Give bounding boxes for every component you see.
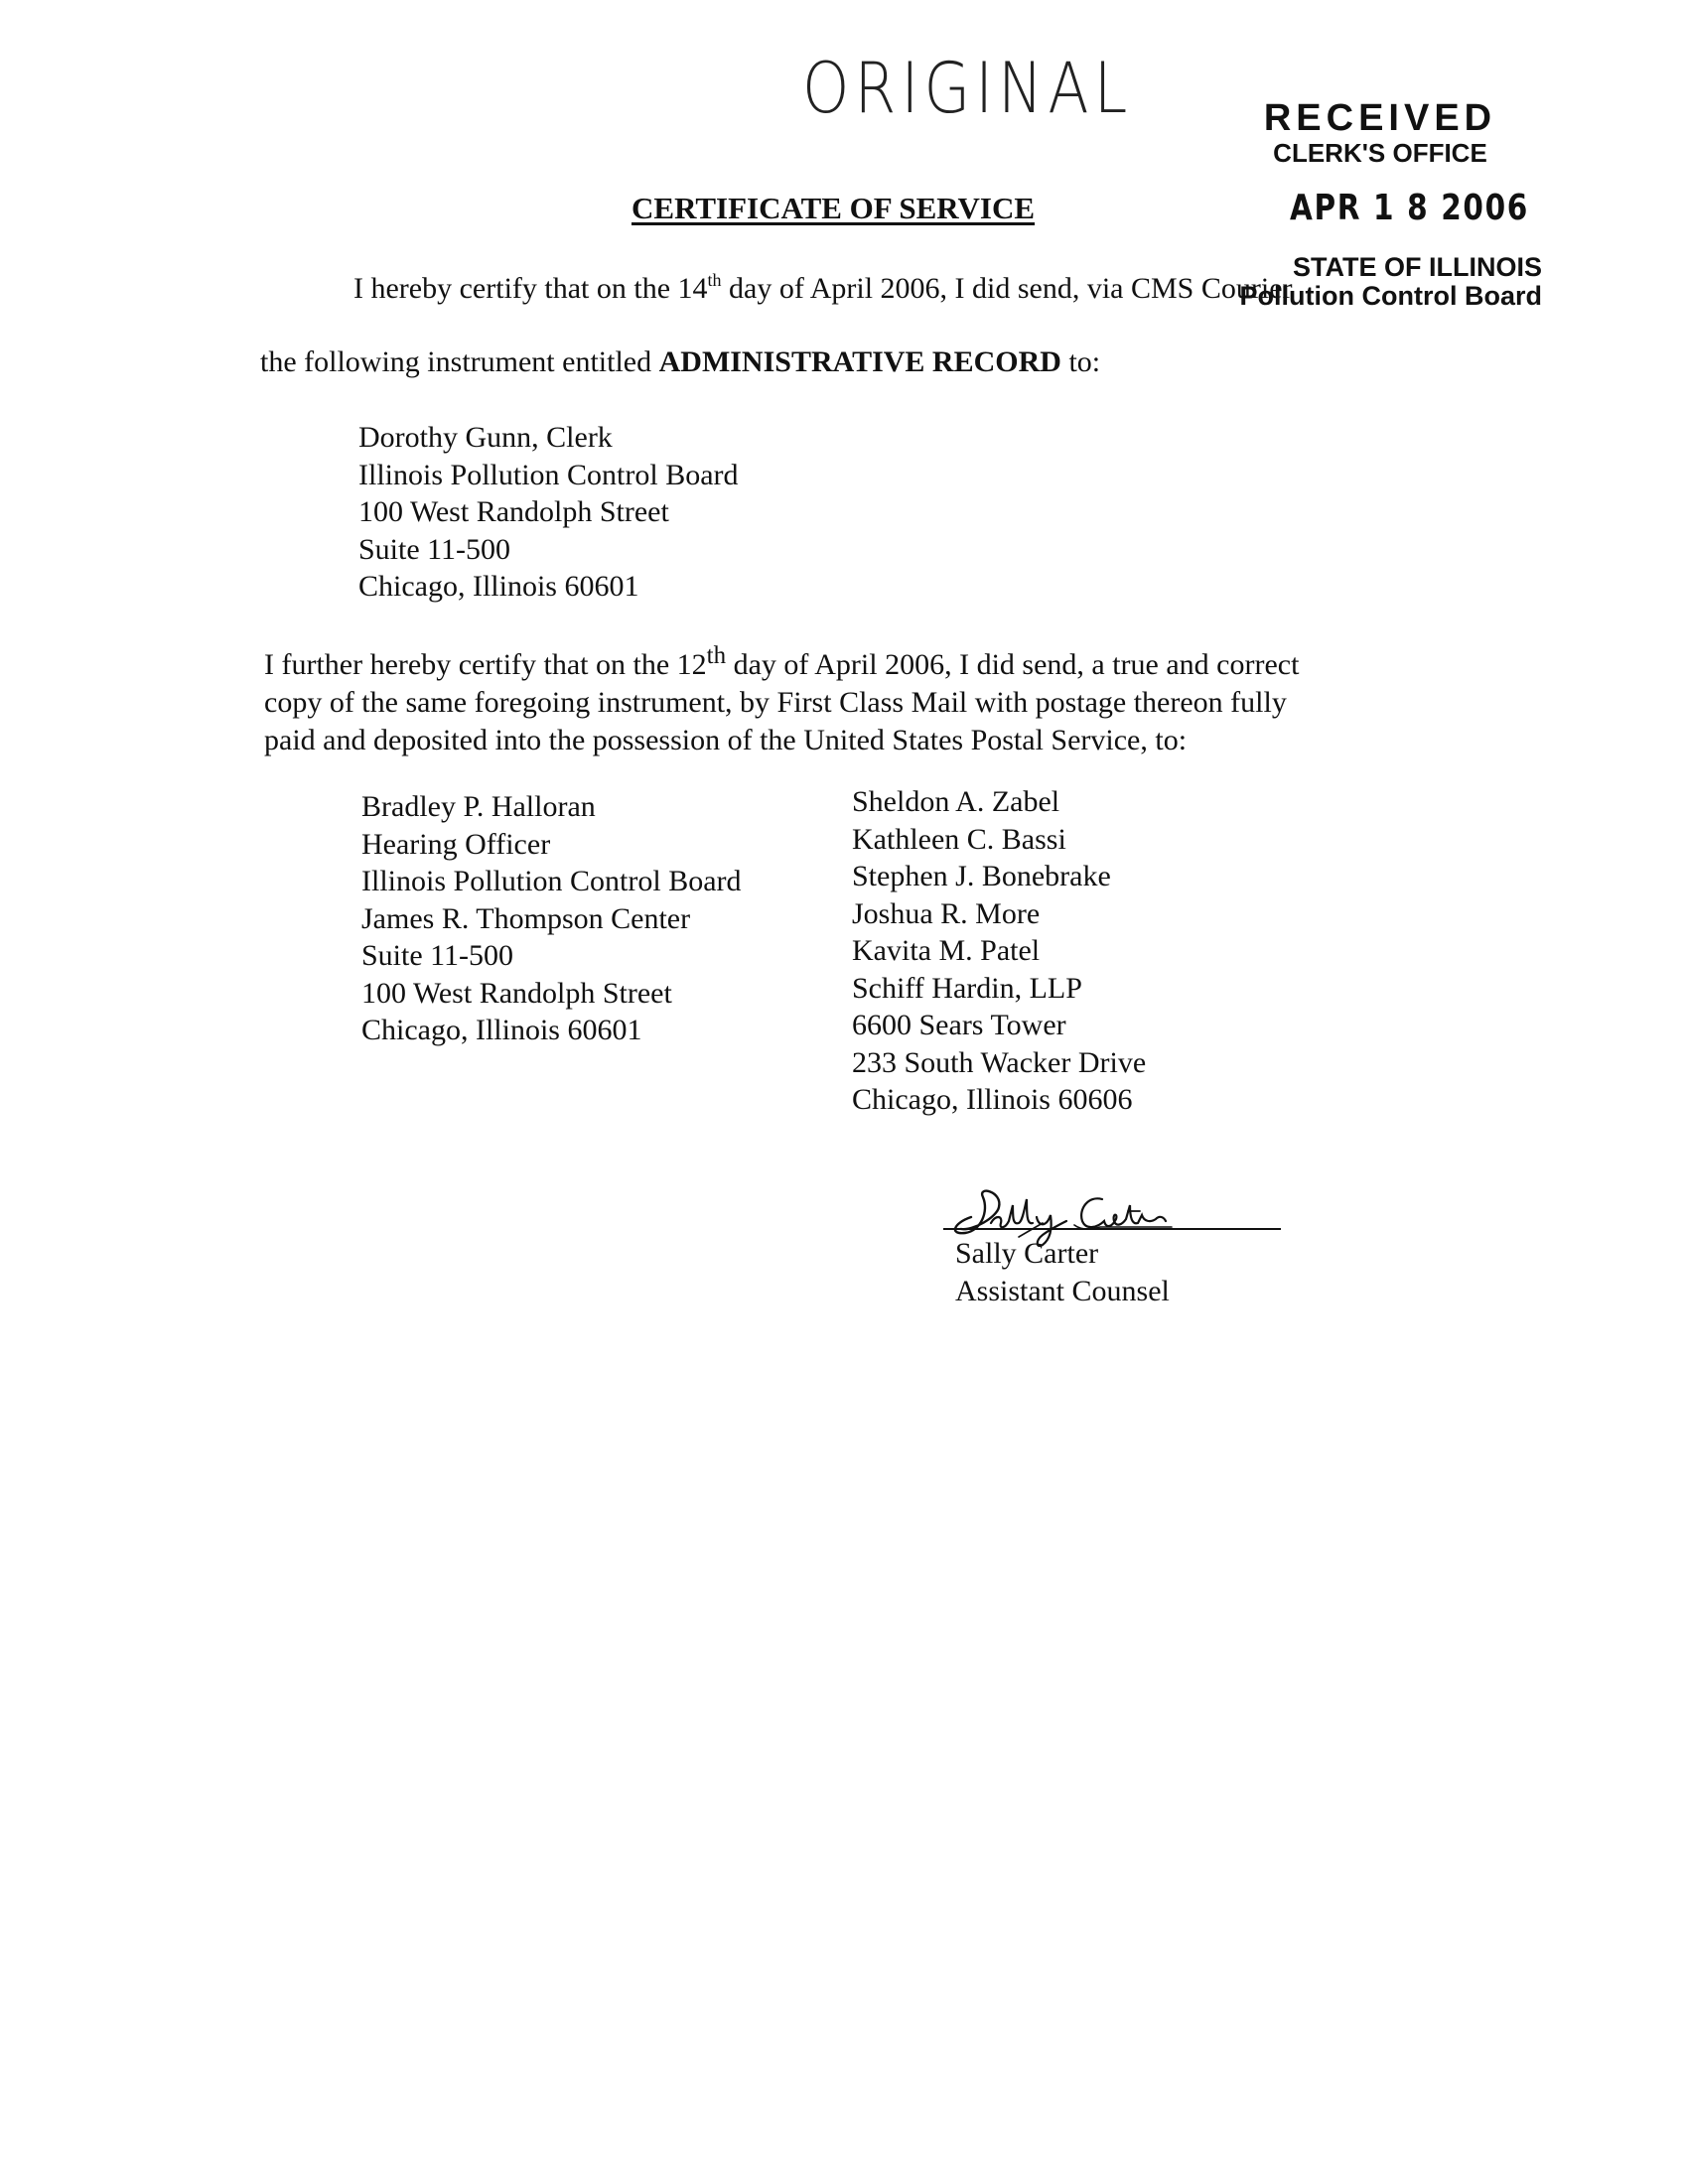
paragraph1-text-a: I hereby certify that on the 14 xyxy=(353,272,708,305)
signatory-name: Sally Carter xyxy=(955,1237,1099,1270)
address-line: Stephen J. Bonebrake xyxy=(852,860,1111,892)
received-stamp-office: CLERK'S OFFICE xyxy=(1273,138,1487,168)
address-line: Bradley P. Halloran xyxy=(361,790,596,823)
paragraph1-text-b: day of April 2006, I did send, via CMS Courier xyxy=(721,272,1293,305)
recipient3-address xyxy=(852,783,1146,1119)
address-line: Kathleen C. Bassi xyxy=(852,822,1066,856)
paragraph2 xyxy=(264,637,1299,759)
paragraph1-text-d: to: xyxy=(1060,345,1101,378)
paragraph2-line3: paid and deposited into the possession of the United States Postal Service, to: xyxy=(264,724,1188,756)
paragraph1-line2 xyxy=(260,347,1100,377)
paragraph2-line1 xyxy=(264,637,1299,684)
document-heading: CERTIFICATE OF SERVICE xyxy=(632,191,1036,225)
recipient2-address xyxy=(361,788,742,1049)
instrument-title: ADMINISTRATIVE RECORD xyxy=(658,345,1061,378)
address-line: Chicago, Illinois 60601 xyxy=(361,1014,642,1046)
paragraph2-text-b: day of April 2006, I did send, a true and correct xyxy=(726,648,1300,681)
received-stamp-title: RECEIVED xyxy=(1263,97,1497,139)
paragraph2-ordinal: th xyxy=(706,642,727,669)
paragraph1-text-c: the following instrument entitled xyxy=(260,345,659,378)
paragraph2-text-a: I further hereby certify that on the 12 xyxy=(264,648,707,681)
address-line: 100 West Randolph Street xyxy=(361,976,672,1010)
paragraph2-line2: copy of the same foregoing instrument, by First Class Mail with postage thereon fully xyxy=(264,686,1287,719)
address-line: Kavita M. Patel xyxy=(852,934,1041,967)
recipient1-address xyxy=(358,419,739,606)
received-stamp-date: APR 1 8 2006 xyxy=(1290,188,1529,228)
signature-line xyxy=(943,1228,1281,1230)
received-stamp-board: Pollution Control Board xyxy=(1239,280,1542,311)
address-line: Sheldon A. Zabel xyxy=(852,785,1060,818)
address-line: James R. Thompson Center xyxy=(361,901,691,935)
address-line: Hearing Officer xyxy=(361,827,551,861)
paragraph1-line1 xyxy=(353,270,1293,305)
received-stamp xyxy=(1231,99,1529,168)
paragraph1-ordinal: th xyxy=(707,270,722,290)
address-line: 233 South Wacker Drive xyxy=(852,1045,1147,1079)
address-line: Chicago, Illinois 60606 xyxy=(852,1083,1133,1116)
address-line: Schiff Hardin, LLP xyxy=(852,971,1082,1005)
address-line: Suite 11-500 xyxy=(358,532,511,566)
address-line: 100 West Randolph Street xyxy=(358,495,669,528)
address-line: Dorothy Gunn, Clerk xyxy=(358,421,613,454)
address-line: Chicago, Illinois 60601 xyxy=(358,570,639,603)
address-line: Illinois Pollution Control Board xyxy=(358,458,739,491)
address-line: 6600 Sears Tower xyxy=(852,1009,1066,1041)
received-stamp-state: STATE OF ILLINOIS xyxy=(1293,252,1542,282)
address-line: Illinois Pollution Control Board xyxy=(361,865,742,897)
address-line: Suite 11-500 xyxy=(361,939,514,972)
signature-block xyxy=(955,1235,1170,1309)
address-line: Joshua R. More xyxy=(852,896,1041,930)
signatory-title: Assistant Counsel xyxy=(955,1274,1170,1307)
original-stamp: ORIGINAL xyxy=(802,48,1133,129)
